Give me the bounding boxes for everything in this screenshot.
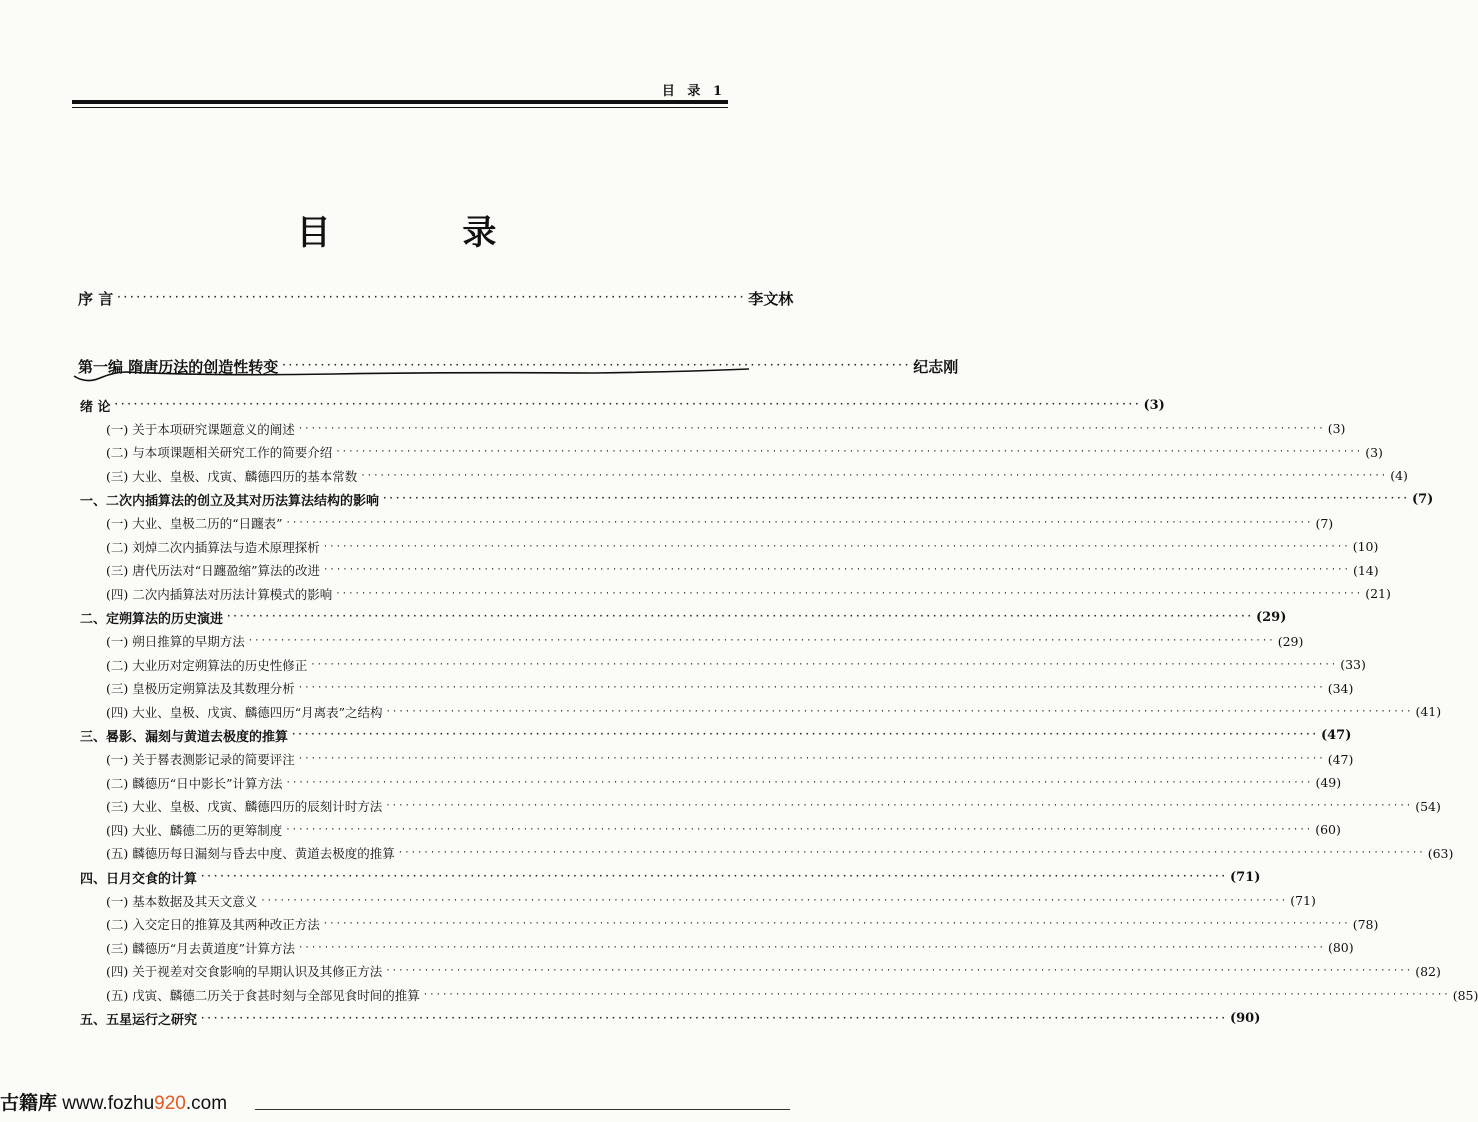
toc-entry-page: (60) [1315, 822, 1341, 838]
watermark-url-number: 920 [154, 1093, 186, 1114]
watermark-url-suffix: .com [185, 1093, 228, 1114]
toc-entry-label: (三) 皇极历定朔算法及其数理分析 [106, 681, 295, 697]
toc-entry-page: (78) [1352, 916, 1379, 932]
toc-entry-page: (90) [1229, 1011, 1261, 1027]
toc-entry-page: (85) [1452, 987, 1478, 1003]
toc-entry-page: (49) [1315, 775, 1342, 791]
toc-entry-label: (四) 大业、皇极、戊寅、麟德四历“月离表”之结构 [106, 704, 383, 720]
toc-entry-label: 绪 论 [80, 399, 111, 415]
toc-entry-label: (一) 基本数据及其天文意义 [106, 893, 258, 909]
toc-entry-label: (二) 麟德历“日中影长”计算方法 [106, 775, 283, 791]
toc-entry-page: (34) [1327, 680, 1354, 696]
leader-dots: ································································································································································ [335, 447, 1363, 458]
toc-entry-label: (四) 关于视差对交食影响的早期认识及其修正方法 [106, 964, 383, 980]
toc-entry-page: (29) [1277, 633, 1304, 649]
leader-dots: ································································································································································ [285, 824, 1313, 835]
toc-row[interactable] [0, 702, 1442, 722]
toc-entry-label: 三、晷影、漏刻与黄道去极度的推算 [80, 729, 289, 745]
toc-entry-page: (7) [1411, 491, 1434, 507]
toc-entry-label: (二) 入交定日的推算及其两种改正方法 [106, 917, 320, 933]
leader-dots: ································································································································································ [322, 919, 1350, 930]
toc-row[interactable] [0, 749, 1354, 769]
toc-entry-page: (41) [1415, 704, 1442, 720]
header-rule-thick [72, 100, 728, 104]
toc-entry-page: (80) [1327, 940, 1354, 956]
toc-entry-page: (47) [1327, 751, 1354, 767]
toc-row[interactable] [0, 725, 1352, 745]
toc-row[interactable] [0, 867, 1261, 887]
toc-entry-page: (33) [1340, 657, 1366, 673]
leader-dots: ································································································································································ [385, 966, 1413, 977]
leader-dots: ································································································································································ [200, 872, 1227, 882]
leader-dots: ································································································································································ [335, 588, 1363, 599]
leader-dots: ································································································································································ [297, 423, 1325, 434]
footer-line [255, 1109, 790, 1110]
toc-entry-page: (54) [1415, 798, 1441, 814]
leader-dots: ·································································································· [116, 293, 746, 303]
toc-entry-page: (3) [1327, 421, 1346, 437]
toc-entry-page: (21) [1365, 586, 1391, 602]
watermark-url-prefix: www.fozhu [57, 1093, 155, 1114]
page-title: 目 录 [296, 213, 557, 253]
toc-entry-label: (一) 朔日推算的早期方法 [106, 634, 245, 649]
toc-entry-label: 五、五星运行之研究 [80, 1013, 198, 1029]
toc-entry-page: (71) [1290, 893, 1316, 909]
leader-dots: ·································································································· [281, 361, 911, 371]
leader-dots: ································································································································································ [113, 400, 1141, 410]
preface-label: 序 言 [78, 289, 114, 308]
leader-dots: ································································································································································ [310, 659, 1338, 670]
toc-row[interactable] [0, 395, 1165, 415]
toc-entry-label: (三) 大业、皇极、戊寅、麟德四历的辰刻计时方法 [106, 799, 383, 815]
toc-row[interactable] [0, 631, 1304, 651]
toc-row[interactable] [0, 938, 1354, 958]
leader-dots: ································································································································································ [322, 541, 1350, 552]
toc-row[interactable] [0, 513, 1334, 533]
toc-entry-page: (47) [1320, 727, 1352, 743]
toc-row[interactable] [0, 678, 1354, 698]
toc-entry-label: (二) 大业历对定朔算法的历史性修正 [106, 657, 308, 673]
toc-row[interactable] [0, 537, 1379, 557]
preface-author: 李文林 [748, 289, 794, 308]
leader-dots: ································································································································································ [385, 706, 1413, 717]
toc-row[interactable] [0, 607, 1287, 627]
toc-row[interactable] [0, 773, 1342, 793]
toc-row[interactable] [0, 560, 1379, 580]
leader-dots: ································································································································································ [397, 848, 1425, 859]
toc-row[interactable] [0, 419, 1346, 439]
toc-entry-label: 四、日月交食的计算 [80, 871, 198, 887]
toc-entry-label: (二) 与本项课题相关研究工作的简要介绍 [106, 445, 333, 461]
toc-entry-page: (14) [1352, 562, 1379, 578]
toc-row[interactable] [0, 442, 1383, 462]
toc-entry-page: (7) [1315, 515, 1334, 531]
leader-dots: ································································································································································ [247, 636, 1275, 646]
toc-entry-label: (四) 二次内插算法对历法计算模式的影响 [106, 586, 333, 602]
toc-entry-page: (4) [1390, 468, 1408, 484]
preface-row[interactable] [0, 288, 793, 308]
toc-row[interactable] [0, 843, 1454, 863]
toc-row[interactable] [0, 584, 1391, 604]
leader-dots: ································································································································································ [298, 942, 1325, 953]
leader-dots: ································································································································································ [422, 990, 1450, 1000]
toc-row[interactable] [0, 891, 1316, 911]
toc-row[interactable] [0, 820, 1341, 840]
leader-dots: ································································································································································ [360, 470, 1388, 481]
toc-entry-label: (一) 关于晷表测影记录的简要评注 [106, 752, 295, 767]
toc-row[interactable] [0, 466, 1408, 486]
toc-row[interactable] [0, 655, 1366, 675]
watermark [0, 1088, 227, 1115]
toc-entry-page: (29) [1255, 609, 1287, 625]
toc-entry-label: (五) 戊寅、麟德二历关于食甚时刻与全部见食时间的推算 [106, 988, 420, 1003]
leader-dots: ································································································································································ [297, 683, 1325, 694]
toc-row[interactable] [0, 985, 1478, 1005]
running-head: 目 录 1 [661, 84, 726, 99]
toc-entry-page: (82) [1415, 963, 1441, 979]
leader-dots: ································································································································································ [323, 565, 1350, 576]
toc-entry-label: (三) 唐代历法对“日躔盈缩”算法的改进 [106, 563, 321, 579]
toc-entry-label: (二) 刘焯二次内插算法与造术原理探析 [106, 539, 320, 555]
leader-dots: ································································································································································ [200, 1013, 1227, 1024]
toc-entry-page: (63) [1427, 845, 1454, 861]
leader-dots: ································································································································································ [226, 612, 1253, 623]
toc-entry-page: (71) [1229, 869, 1261, 885]
leader-dots: ································································································································································ [297, 754, 1325, 764]
toc-entry-page: (10) [1352, 539, 1379, 555]
toc-entry-label: (一) 关于本项研究课题意义的阐述 [106, 421, 295, 437]
leader-dots: ································································································································································ [285, 777, 1313, 788]
toc-entry-label: (三) 麟德历“月去黄道度”计算方法 [106, 940, 296, 956]
toc-row[interactable] [0, 489, 1434, 509]
watermark-name: 古籍库 [0, 1093, 58, 1114]
toc-entry-label: 二、定朔算法的历史演进 [80, 611, 224, 627]
toc-entry-page: (3) [1365, 444, 1383, 460]
leader-dots: ································································································································································ [260, 895, 1288, 906]
toc-entry-label: (五) 麟德历每日漏刻与昏去中度、黄道去极度的推算 [106, 846, 395, 862]
toc-entry-label: (一) 大业、皇极二历的“日躔表” [106, 516, 283, 531]
part-one-author: 纪志刚 [913, 357, 959, 376]
toc-row[interactable] [0, 961, 1441, 981]
toc-entry-label: 一、二次内插算法的创立及其对历法算法结构的影响 [80, 493, 380, 509]
leader-dots: ································································································································································ [382, 494, 1409, 505]
toc-entry-label: (四) 大业、麟德二历的更筹制度 [106, 822, 283, 838]
leader-dots: ································································································································································ [291, 730, 1318, 741]
leader-dots: ································································································································································ [385, 801, 1413, 812]
toc-entry-label: (三) 大业、皇极、戊寅、麟德四历的基本常数 [106, 468, 358, 484]
toc-row[interactable] [0, 1009, 1261, 1029]
leader-dots: ································································································································································ [285, 518, 1313, 528]
header-rule-thin [72, 107, 728, 108]
wavy-underline [74, 366, 754, 386]
toc-entry-page: (3) [1143, 397, 1165, 413]
part-one-label: 第一编 隋唐历法的创造性转变 [78, 357, 279, 376]
toc-row[interactable] [0, 914, 1379, 934]
toc-row[interactable] [0, 796, 1441, 816]
